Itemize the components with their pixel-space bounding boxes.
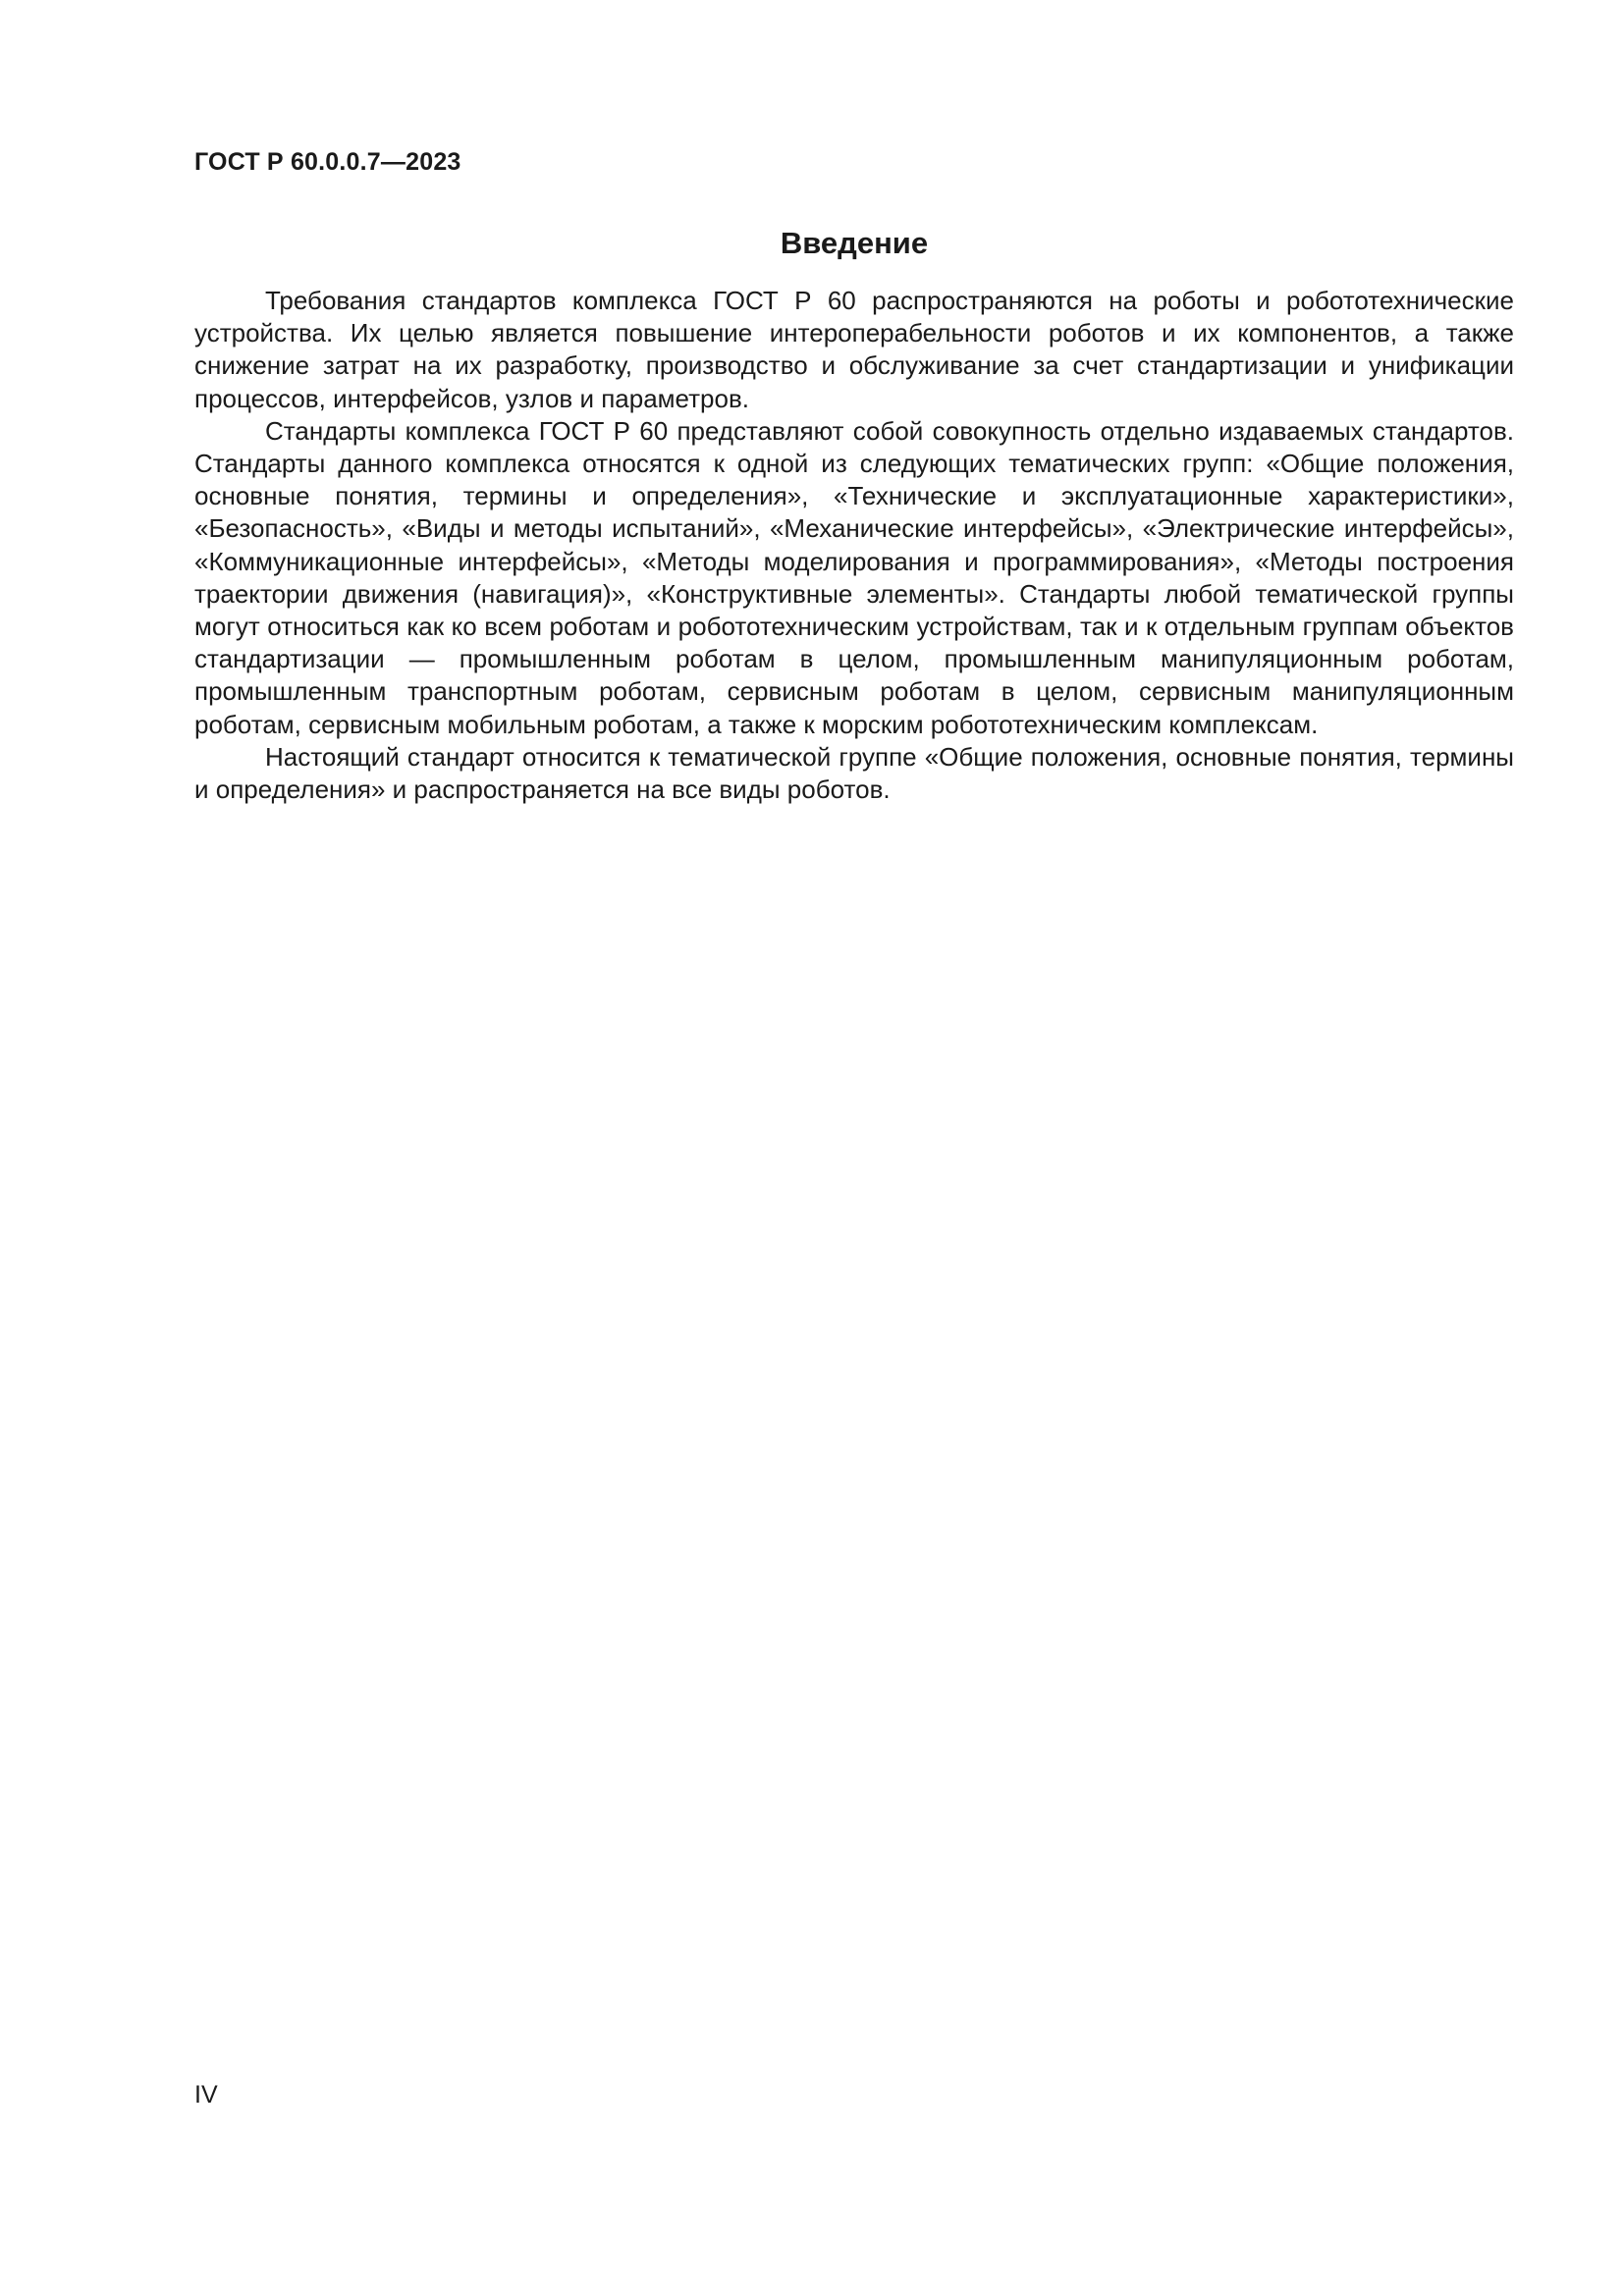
paragraph: Требования стандартов комплекса ГОСТ Р 60 распространяются на роботы и робототехнические устройства. Их целью является повышение интероперабельности роботов и их компонентов, а также снижение затрат на их разработку, производство и обслуживание за счет стандартизации и унификации процессов, интерфейсов, узлов и параметров. — [194, 286, 1514, 413]
document-body — [194, 285, 1514, 806]
paragraph: Настоящий стандарт относится к тематической группе «Общие положения, основные понятия, термины и определения» и распространяется на все виды роботов. — [194, 741, 1514, 805]
page-number: IV — [194, 2081, 218, 2109]
document-header: ГОСТ Р 60.0.0.7—2023 — [194, 148, 461, 176]
paragraph: Стандарты комплекса ГОСТ Р 60 представляют собой совокупность отдельно издаваемых стандартов. Стандарты данного комплекса относятся к одной из следующих тематических групп: «Общие положения, основные понятия, термины и определения», «Технические и эксплуатационные характеристики», «Безопасность», «Виды и методы испытаний», «Механические интерфейсы», «Электрические интерфейсы», «Коммуникационные интерфейсы», «Методы моделирования и программирования», «Методы построения траектории движения (навигация)», «Конструктивные элементы». Стандарты любой тематической группы могут относиться как ко всем роботам и робототехническим устройствам, так и к отдельным группам объектов стандартизации — промышленным роботам в целом, промышленным манипуляционным роботам, промышленным транспортным роботам, сервисным роботам в целом, сервисным манипуляционным роботам, сервисным мобильным роботам, а также к морским робототехническим комплексам. — [194, 415, 1514, 739]
section-title: Введение — [780, 226, 929, 260]
